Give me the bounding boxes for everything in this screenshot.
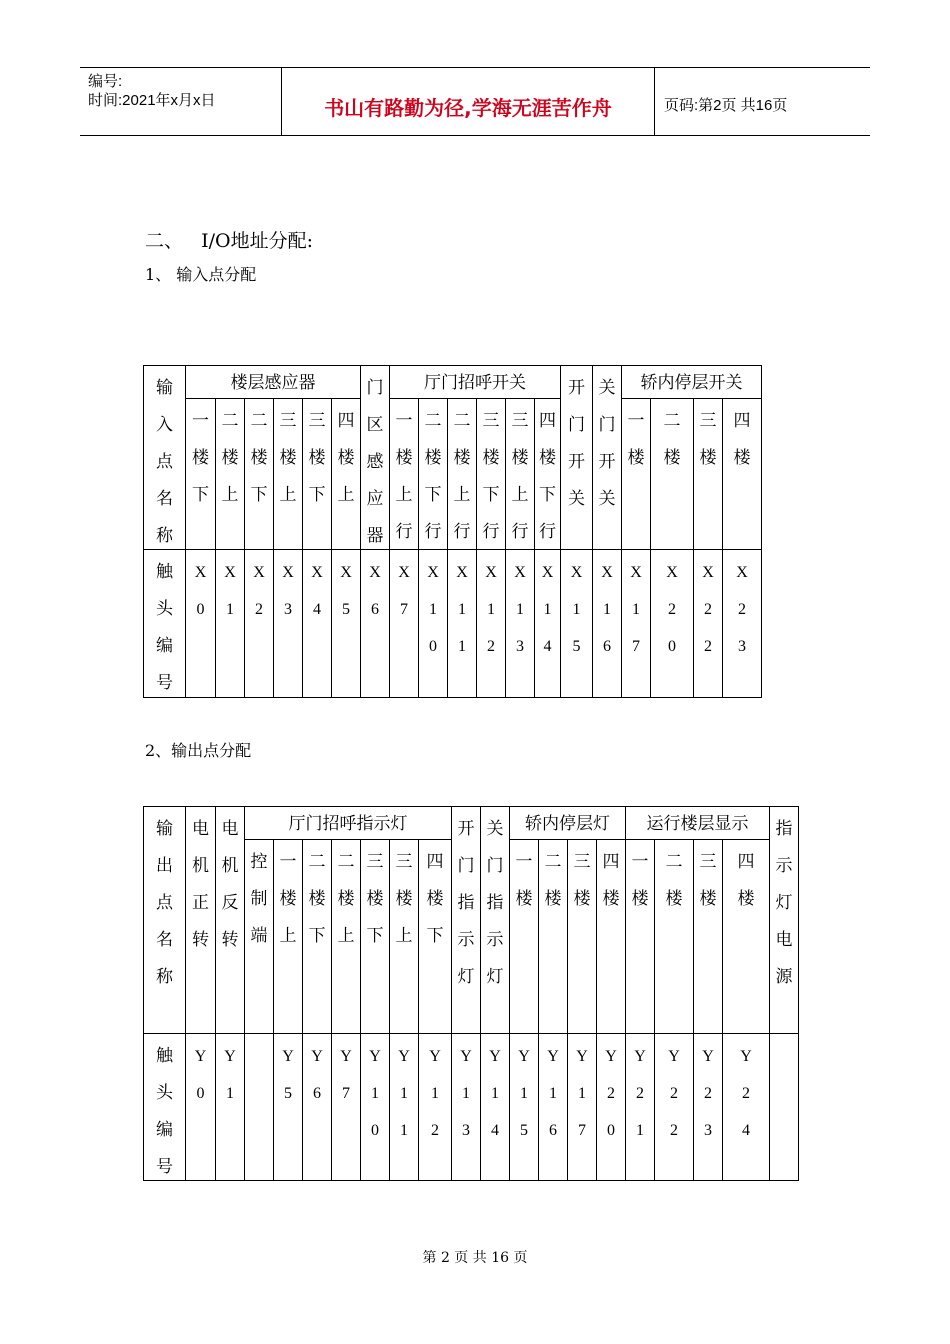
output-column-name bbox=[302, 839, 332, 1034]
output-column-name-text: 三 楼 上 bbox=[395, 852, 413, 946]
input-column-code bbox=[505, 549, 535, 698]
output-column-code bbox=[480, 1033, 510, 1181]
header-motto: 书山有路勤为径,学海无涯苦作舟 bbox=[324, 96, 612, 120]
output-group-label: 运行楼层显示 bbox=[646, 814, 749, 834]
input-column-code bbox=[244, 549, 274, 698]
output-group-header bbox=[509, 806, 626, 840]
input-column-code bbox=[215, 549, 245, 698]
output-group-header bbox=[769, 806, 799, 1034]
input-group-header bbox=[621, 365, 762, 399]
input-column-name bbox=[244, 398, 274, 550]
input-column-code bbox=[389, 549, 419, 698]
input-code-header bbox=[143, 549, 186, 698]
output-group-label: 开 门 指 示 灯 bbox=[457, 819, 475, 987]
output-column-name-text: 三 楼 bbox=[573, 852, 591, 909]
input-column-code-text: X 2 bbox=[253, 564, 265, 618]
output-column-code-text: Y 2 2 bbox=[668, 1048, 680, 1139]
input-column-code-text: X 1 3 bbox=[514, 564, 526, 655]
input-group-label: 开 门 开 关 bbox=[568, 378, 585, 509]
output-column-code-text: Y 1 4 bbox=[489, 1048, 501, 1139]
output-group-label: 电 机 反 转 bbox=[221, 819, 239, 950]
output-column-code bbox=[389, 1033, 419, 1181]
output-column-name bbox=[596, 839, 626, 1034]
output-column-code-text: Y 2 0 bbox=[605, 1048, 617, 1139]
input-group-header bbox=[592, 365, 622, 550]
output-column-name bbox=[693, 839, 723, 1034]
output-column-code bbox=[244, 1033, 274, 1181]
output-column-name bbox=[722, 839, 770, 1034]
output-name-label: 输 出 点 名 称 bbox=[156, 819, 173, 987]
output-group-header bbox=[185, 806, 216, 1034]
output-column-code bbox=[509, 1033, 539, 1181]
input-column-code-text: X 2 2 bbox=[702, 564, 714, 655]
input-column-name bbox=[215, 398, 245, 550]
input-column-code bbox=[273, 549, 303, 698]
input-column-name-text: 一 楼 bbox=[627, 411, 645, 468]
input-column-code bbox=[722, 549, 762, 698]
output-group-label: 关 门 指 示 灯 bbox=[486, 819, 504, 987]
output-group-label: 电 机 正 转 bbox=[192, 819, 209, 950]
output-column-code-text: Y 2 1 bbox=[634, 1048, 646, 1139]
output-group-label: 轿内停层灯 bbox=[525, 814, 610, 834]
output-group-label: 厅门招呼指示灯 bbox=[288, 814, 408, 834]
output-group-header bbox=[480, 806, 510, 1034]
section-title: 二、 I/O地址分配: bbox=[145, 230, 314, 252]
input-column-code-text: X 1 7 bbox=[630, 564, 642, 655]
output-column-name bbox=[654, 839, 694, 1034]
input-column-code bbox=[302, 549, 332, 698]
input-column-code-text: X 7 bbox=[398, 564, 410, 618]
output-column-code bbox=[722, 1033, 770, 1181]
input-column-code-text: X 1 4 bbox=[541, 564, 554, 655]
input-group-label: 轿内停层开关 bbox=[640, 373, 743, 393]
input-column-name-text: 二 楼 下 行 bbox=[424, 411, 442, 542]
input-column-code-text: X 1 1 bbox=[456, 564, 468, 655]
output-column-code bbox=[625, 1033, 655, 1181]
input-column-name-text: 二 楼 上 行 bbox=[453, 411, 471, 542]
output-column-code-text: Y 2 3 bbox=[702, 1048, 714, 1139]
input-column-code bbox=[621, 549, 651, 698]
input-column-name bbox=[650, 398, 694, 550]
output-column-name-text: 一 楼 bbox=[515, 852, 533, 909]
input-column-code bbox=[447, 549, 477, 698]
input-column-name-text: 三 楼 下 行 bbox=[482, 411, 500, 542]
input-column-code bbox=[693, 549, 723, 698]
input-column-name-text: 二 楼 下 bbox=[250, 411, 268, 505]
output-group-header bbox=[625, 806, 770, 840]
header-bottom-rule bbox=[80, 135, 870, 136]
input-column-name bbox=[302, 398, 332, 550]
input-column-code-text: X 1 5 bbox=[570, 564, 583, 655]
input-group-label: 门 区 感 应 器 bbox=[366, 378, 384, 546]
input-column-code bbox=[418, 549, 448, 698]
page-footer: 第 2 页 共 16 页 bbox=[422, 1250, 528, 1266]
input-column-name-text: 一 楼 上 行 bbox=[395, 411, 413, 542]
input-column-name bbox=[693, 398, 723, 550]
output-name-header bbox=[143, 806, 186, 1034]
input-group-header bbox=[389, 365, 561, 399]
input-column-code-text: X 0 bbox=[194, 564, 207, 618]
output-column-code bbox=[302, 1033, 332, 1181]
output-column-code-text: Y 1 3 bbox=[460, 1048, 472, 1139]
output-column-name bbox=[418, 839, 452, 1034]
input-column-name bbox=[418, 398, 448, 550]
output-column-name-text: 一 楼 上 bbox=[279, 852, 297, 946]
output-column-name-text: 三 楼 下 bbox=[366, 852, 384, 946]
input-column-name-text: 一 楼 下 bbox=[192, 411, 209, 505]
input-column-name-text: 二 楼 bbox=[663, 411, 681, 468]
output-column-name bbox=[538, 839, 568, 1034]
header-divider bbox=[654, 67, 655, 136]
output-column-name-text: 四 楼 bbox=[602, 852, 620, 909]
output-group-header bbox=[215, 806, 245, 1034]
output-column-name-text: 控 制 端 bbox=[250, 852, 268, 946]
output-group-header bbox=[451, 806, 481, 1034]
output-code-label: 触 头 编 号 bbox=[156, 1046, 173, 1177]
output-column-code bbox=[654, 1033, 694, 1181]
output-column-code bbox=[273, 1033, 303, 1181]
input-group-header bbox=[360, 365, 390, 550]
output-column-code bbox=[185, 1033, 216, 1181]
output-column-code bbox=[769, 1033, 799, 1181]
input-column-name bbox=[185, 398, 216, 550]
input-column-name-text: 二 楼 上 bbox=[221, 411, 239, 505]
input-column-code bbox=[185, 549, 216, 698]
input-column-code-text: X 2 3 bbox=[736, 564, 748, 655]
input-column-name bbox=[331, 398, 361, 550]
input-column-name-text: 三 楼 下 bbox=[308, 411, 326, 505]
input-column-code bbox=[360, 549, 390, 698]
output-section-title: 2、输出点分配 bbox=[145, 741, 252, 760]
output-column-name-text: 二 楼 bbox=[665, 852, 683, 909]
input-column-name bbox=[447, 398, 477, 550]
input-column-code-text: X 2 0 bbox=[666, 564, 678, 655]
output-column-code-text: Y 5 bbox=[282, 1048, 294, 1102]
input-column-name bbox=[621, 398, 651, 550]
output-column-name bbox=[331, 839, 361, 1034]
input-column-name bbox=[534, 398, 561, 550]
output-column-name-text: 一 楼 bbox=[631, 852, 649, 909]
input-column-code-text: X 1 bbox=[224, 564, 236, 618]
input-group-label: 厅门招呼开关 bbox=[424, 373, 526, 393]
output-column-code-text: Y 1 0 bbox=[369, 1048, 381, 1139]
output-column-name-text: 三 楼 bbox=[699, 852, 717, 909]
output-column-name-text: 二 楼 bbox=[544, 852, 562, 909]
output-column-code bbox=[596, 1033, 626, 1181]
input-column-code bbox=[560, 549, 593, 698]
output-column-name bbox=[567, 839, 597, 1034]
output-column-name bbox=[625, 839, 655, 1034]
input-column-code bbox=[592, 549, 622, 698]
output-column-name-text: 二 楼 下 bbox=[308, 852, 326, 946]
input-column-name-text: 三 楼 bbox=[699, 411, 717, 468]
input-column-name bbox=[389, 398, 419, 550]
input-column-name bbox=[722, 398, 762, 550]
input-section-title: 1、 输入点分配 bbox=[145, 265, 257, 284]
input-column-name bbox=[273, 398, 303, 550]
output-column-code-text: Y 0 bbox=[194, 1048, 207, 1102]
time-label: 时间:2021年x月x日 bbox=[88, 92, 216, 109]
output-column-code bbox=[538, 1033, 568, 1181]
input-column-code-text: X 3 bbox=[282, 564, 294, 618]
input-group-label: 关 门 开 关 bbox=[598, 378, 616, 509]
output-column-code bbox=[567, 1033, 597, 1181]
input-name-header bbox=[143, 365, 186, 550]
input-column-name bbox=[505, 398, 535, 550]
output-column-name bbox=[360, 839, 390, 1034]
output-column-code-text: Y 1 1 bbox=[398, 1048, 410, 1139]
input-column-name-text: 三 楼 上 bbox=[279, 411, 297, 505]
output-column-code-text: Y 1 7 bbox=[576, 1048, 588, 1139]
output-code-header bbox=[143, 1033, 186, 1181]
input-column-name-text: 三 楼 上 行 bbox=[511, 411, 529, 542]
input-column-code bbox=[534, 549, 561, 698]
input-group-header bbox=[560, 365, 593, 550]
input-group-header bbox=[185, 365, 361, 399]
input-column-code-text: X 1 0 bbox=[427, 564, 439, 655]
input-name-label: 输 入 点 名 称 bbox=[156, 378, 173, 546]
output-column-code-text: Y 1 bbox=[224, 1048, 236, 1102]
output-column-code-text: Y 1 6 bbox=[547, 1048, 559, 1139]
output-column-name bbox=[244, 839, 274, 1034]
output-column-code-text: Y 2 4 bbox=[740, 1048, 752, 1139]
output-column-code-text: Y 6 bbox=[311, 1048, 323, 1102]
input-column-name-text: 四 楼 下 行 bbox=[539, 411, 556, 542]
output-column-name bbox=[509, 839, 539, 1034]
output-column-code bbox=[215, 1033, 245, 1181]
serial-label: 编号: bbox=[88, 73, 123, 90]
output-column-code bbox=[451, 1033, 481, 1181]
header-meta bbox=[88, 72, 216, 110]
input-column-code-text: X 4 bbox=[311, 564, 323, 618]
input-column-code-text: X 6 bbox=[369, 564, 381, 618]
output-column-code-text: Y 1 5 bbox=[518, 1048, 530, 1139]
input-code-label: 触 头 编 号 bbox=[156, 562, 173, 693]
input-column-name-text: 四 楼 bbox=[733, 411, 751, 468]
input-column-code bbox=[650, 549, 694, 698]
output-column-code bbox=[418, 1033, 452, 1181]
input-group-label: 楼层感应器 bbox=[230, 373, 316, 393]
input-column-code bbox=[476, 549, 506, 698]
input-column-code-text: X 1 2 bbox=[485, 564, 497, 655]
output-column-name bbox=[389, 839, 419, 1034]
output-column-code-text: Y 1 2 bbox=[429, 1048, 441, 1139]
input-column-name bbox=[476, 398, 506, 550]
output-column-code-text: Y 7 bbox=[340, 1048, 352, 1102]
output-column-code bbox=[693, 1033, 723, 1181]
output-column-code bbox=[360, 1033, 390, 1181]
input-column-code bbox=[331, 549, 361, 698]
header-page-info: 页码:第2页 共16页 bbox=[664, 97, 788, 114]
output-column-name-text: 四 楼 bbox=[737, 852, 755, 909]
input-column-code-text: X 5 bbox=[340, 564, 352, 618]
output-group-label: 指 示 灯 电 源 bbox=[775, 819, 793, 987]
output-column-name-text: 四 楼 下 bbox=[426, 852, 444, 946]
output-group-header bbox=[244, 806, 452, 840]
header-top-rule bbox=[80, 67, 870, 68]
input-column-code-text: X 1 6 bbox=[601, 564, 613, 655]
output-column-name-text: 二 楼 上 bbox=[337, 852, 355, 946]
output-column-code bbox=[331, 1033, 361, 1181]
input-column-name-text: 四 楼 上 bbox=[337, 411, 355, 505]
output-column-name bbox=[273, 839, 303, 1034]
